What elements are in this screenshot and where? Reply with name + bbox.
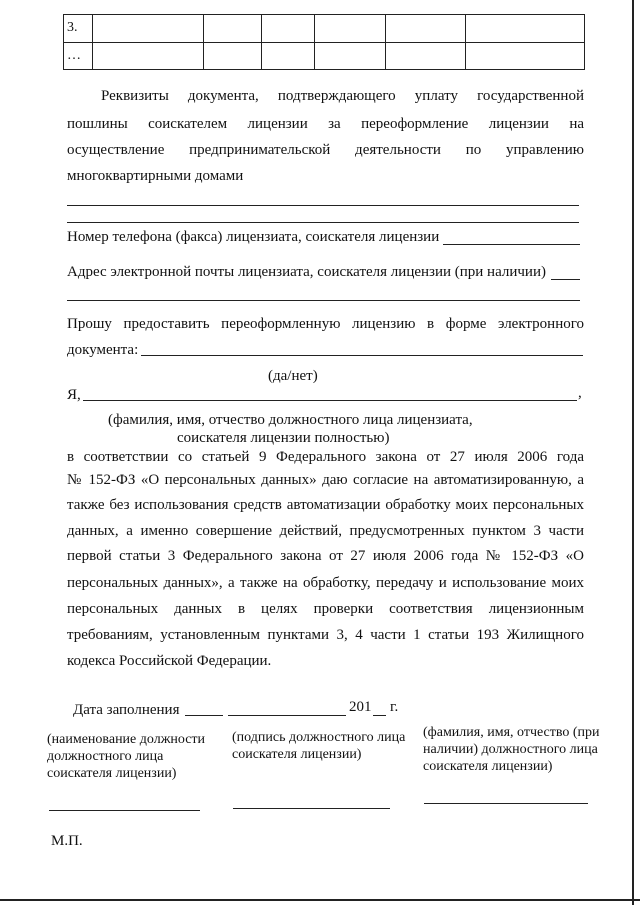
phone-field[interactable] bbox=[443, 244, 580, 245]
table-cell bbox=[315, 15, 386, 43]
signature-name-field[interactable] bbox=[424, 803, 588, 804]
table-cell bbox=[386, 15, 466, 43]
table-cell: … bbox=[64, 42, 93, 70]
signature-position-field[interactable] bbox=[49, 810, 200, 811]
email-label: Адрес электронной почты лицензиата, соискателя лицензии (при наличии) bbox=[67, 264, 546, 280]
date-year-field[interactable] bbox=[373, 715, 386, 716]
consent-line-1: в соответствии со статьей 9 Федерального закона от 27 июля 2006 года bbox=[67, 449, 584, 465]
table-cell bbox=[466, 42, 585, 70]
date-label: Дата заполнения bbox=[73, 702, 180, 718]
payment-line-2: пошлины соискателем лицензии за переоформление лицензии на bbox=[67, 116, 584, 132]
email-field[interactable] bbox=[551, 279, 580, 280]
license-table bbox=[63, 14, 585, 70]
date-month-field[interactable] bbox=[228, 715, 346, 716]
consent-line-8: требованиям, установленным пунктами 3, 4 части 1 статьи 193 Жилищного bbox=[67, 627, 584, 643]
consent-line-5: первой статьи 3 Федерального закона от 27 июля 2006 года № 152-ФЗ «О bbox=[67, 548, 584, 564]
table-cell bbox=[93, 15, 204, 43]
page-edge-right bbox=[632, 0, 634, 905]
consent-ya: Я, bbox=[67, 387, 81, 403]
signature-name-caption: (фамилия, имя, отчество (при наличии) должностного лица соискателя лицензии) bbox=[423, 725, 600, 774]
date-year-prefix: 201 bbox=[349, 699, 372, 715]
consent-caption-1: (фамилия, имя, отчество должностного лица лицензиата, bbox=[108, 412, 473, 428]
payment-field-line-2[interactable] bbox=[67, 222, 579, 223]
email-field-line-2[interactable] bbox=[67, 300, 580, 301]
consent-line-4: данных, а именно совершение действий, предусмотренных пунктом 3 части bbox=[67, 523, 584, 539]
signature-sign-field[interactable] bbox=[233, 808, 390, 809]
consent-line-9: кодекса Российской Федерации. bbox=[67, 653, 272, 669]
table-cell bbox=[204, 42, 262, 70]
date-suffix: г. bbox=[390, 699, 399, 715]
consent-caption-2: соискателя лицензии полностью) bbox=[177, 430, 390, 446]
signature-position-caption: (наименование должности должностного лица соискателя лицензии) bbox=[47, 732, 206, 781]
payment-line-4: многоквартирными домами bbox=[67, 168, 244, 184]
electronic-hint: (да/нет) bbox=[268, 368, 318, 384]
consent-name-field[interactable] bbox=[83, 400, 577, 401]
table-cell bbox=[466, 15, 585, 43]
table-cell bbox=[204, 15, 262, 43]
consent-line-3: также без использования средств автоматизации обработку моих персональных bbox=[67, 497, 584, 513]
table-row bbox=[64, 42, 585, 70]
consent-line-7: персональных данных в целях проверки соответствия лицензионным bbox=[67, 601, 584, 617]
payment-line-1: Реквизиты документа, подтверждающего уплату государственной bbox=[101, 88, 584, 104]
page-edge-bottom bbox=[0, 899, 640, 901]
table-cell: 3. bbox=[64, 15, 93, 43]
phone-label: Номер телефона (факса) лицензиата, соискателя лицензии bbox=[67, 229, 440, 245]
payment-field-line-1[interactable] bbox=[67, 205, 579, 206]
table-cell bbox=[262, 15, 315, 43]
electronic-answer-field[interactable] bbox=[141, 355, 583, 356]
consent-line-6: персональных данных», а также на обработку, передачу и использование моих bbox=[67, 575, 584, 591]
consent-line-2: № 152-ФЗ «О персональных данных» даю согласие на автоматизированную, а bbox=[67, 472, 584, 488]
table-row bbox=[64, 15, 585, 43]
table-cell bbox=[386, 42, 466, 70]
payment-line-3: осуществление предпринимательской деятельности по управлению bbox=[67, 142, 584, 158]
stamp-label: М.П. bbox=[51, 833, 83, 849]
electronic-line-1: Прошу предоставить переоформленную лицензию в форме электронного bbox=[67, 316, 584, 332]
electronic-line-2: документа: bbox=[67, 342, 139, 358]
date-day-field[interactable] bbox=[185, 715, 223, 716]
signature-sign-caption: (подпись должностного лица соискателя лицензии) bbox=[232, 730, 406, 762]
table-cell bbox=[262, 42, 315, 70]
consent-comma: , bbox=[578, 385, 582, 401]
table-cell bbox=[315, 42, 386, 70]
table-cell bbox=[93, 42, 204, 70]
